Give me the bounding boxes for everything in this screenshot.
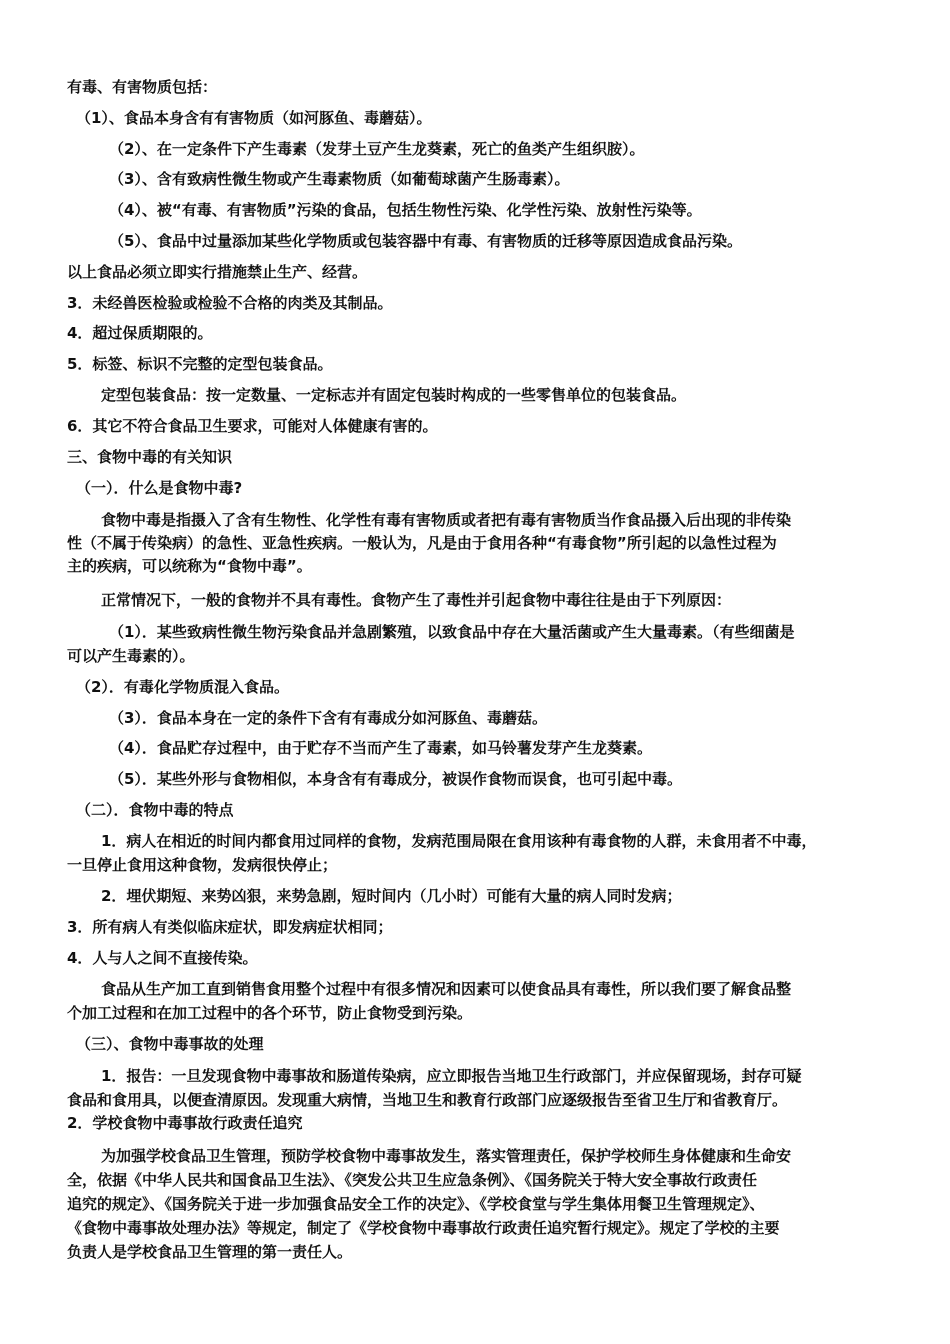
text-line: 正常情况下，一般的食物并不具有毒性。食物产生了毒性并引起食物中毒往往是由于下列原因： <box>101 591 732 609</box>
text-line: （2）．有毒化学物质混入食品。 <box>76 678 289 696</box>
text-line: （3）、含有致病性微生物或产生毒素物质（如葡萄球菌产生肠毒素）。 <box>109 170 570 188</box>
text-line: 可以产生毒素的）。 <box>67 647 195 665</box>
text-line: 2．学校食物中毒事故行政责任追究 <box>67 1114 303 1132</box>
text-line: （1）、食品本身含有有害物质（如河豚鱼、毒蘑菇）。 <box>76 109 432 127</box>
text-line: （4）、被“有毒、有害物质”污染的食品，包括生物性污染、化学性污染、放射性污染等。 <box>109 201 702 219</box>
text-line: 为加强学校食品卫生管理，预防学校食物中毒事故发生，落实管理责任，保护学校师生身体健康和生命安 <box>101 1147 792 1165</box>
text-line: 负责人是学校食品卫生管理的第一责任人。 <box>67 1243 353 1261</box>
text-line: 6．其它不符合食品卫生要求，可能对人体健康有害的。 <box>67 417 438 435</box>
text-line: （5）．某些外形与食物相似，本身含有有毒成分，被误作食物而误食，也可引起中毒。 <box>109 770 682 788</box>
text-line: （3）．食品本身在一定的条件下含有有毒成分如河豚鱼、毒蘑菇。 <box>109 709 547 727</box>
text-line: 《食物中毒事故处理办法》等规定，制定了《学校食物中毒事故行政责任追究暂行规定》。规定了学校的主要 <box>67 1219 780 1237</box>
text-line: （1）．某些致病性微生物污染食品并急剧繁殖，以致食品中存在大量活菌或产生大量毒素。（有些细菌是 <box>109 623 795 641</box>
text-line: 1．病人在相近的时间内都食用过同样的食物，发病范围局限在食用该种有毒食物的人群，未食用者不中毒， <box>101 832 817 850</box>
text-line: 以上食品必须立即实行措施禁止生产、经营。 <box>67 263 368 281</box>
text-line: 2．埋伏期短、来势凶狠，来势急剧，短时间内（几小时）可能有大量的病人同时发病； <box>101 887 682 905</box>
text-line: 追究的规定》、《国务院关于进一步加强食品安全工作的决定》、《学校食堂与学生集体用餐卫生管理规定》、 <box>67 1195 765 1213</box>
subsection-heading: （三）、食物中毒事故的处理 <box>76 1035 264 1053</box>
text-line: 定型包装食品：按一定数量、一定标志并有固定包装时构成的一些零售单位的包装食品。 <box>101 386 687 404</box>
text-line: 食物中毒是指摄入了含有生物性、化学性有毒有害物质或者把有毒有害物质当作食品摄入后出现的非传染 <box>101 511 792 529</box>
text-line: 性（不属于传染病）的急性、亚急性疾病。一般认为，凡是由于食用各种“有毒食物”所引起的以急性过程为 <box>67 534 777 552</box>
subsection-heading: （一）．什么是食物中毒? <box>76 479 243 497</box>
text-line: （5）、食品中过量添加某些化学物质或包装容器中有毒、有害物质的迁移等原因造成食品污染。 <box>109 232 742 250</box>
text-line: 全，依据《中华人民共和国食品卫生法》、《突发公共卫生应急条例》、《国务院关于特大安全事故行政责任 <box>67 1171 758 1189</box>
text-line: 主的疾病，可以统称为“食物中毒”。 <box>67 557 312 575</box>
text-line: 4．人与人之间不直接传染。 <box>67 949 258 967</box>
text-line: 3．未经兽医检验或检验不合格的肉类及其制品。 <box>67 294 393 312</box>
subsection-heading: （二）．食物中毒的特点 <box>76 801 234 819</box>
text-line: （2）、在一定条件下产生毒素（发芽土豆产生龙葵素，死亡的鱼类产生组织胺）。 <box>109 140 645 158</box>
text-line: 有毒、有害物质包括： <box>67 78 218 96</box>
text-line: 食品和食用具，以便查清原因。发现重大病情，当地卫生和教育行政部门应逐级报告至省卫生厅和省教育厅。 <box>67 1091 788 1109</box>
text-line: 个加工过程和在加工过程中的各个环节，防止食物受到污染。 <box>67 1004 473 1022</box>
text-line: （4）．食品贮存过程中，由于贮存不当而产生了毒素，如马铃薯发芽产生龙葵素。 <box>109 739 652 757</box>
text-line: 5．标签、标识不完整的定型包装食品。 <box>67 355 333 373</box>
section-heading: 三、食物中毒的有关知识 <box>67 448 233 466</box>
text-line: 4．超过保质期限的。 <box>67 324 213 342</box>
text-line: 3．所有病人有类似临床症状，即发病症状相同； <box>67 918 393 936</box>
text-line: 食品从生产加工直到销售食用整个过程中有很多情况和因素可以使食品具有毒性，所以我们要了解食品整 <box>101 980 792 998</box>
text-line: 一旦停止食用这种食物，发病很快停止； <box>67 856 338 874</box>
text-line: 1．报告：一旦发现食物中毒事故和肠道传染病，应立即报告当地卫生行政部门，并应保留现场，封存可疑 <box>101 1067 802 1085</box>
